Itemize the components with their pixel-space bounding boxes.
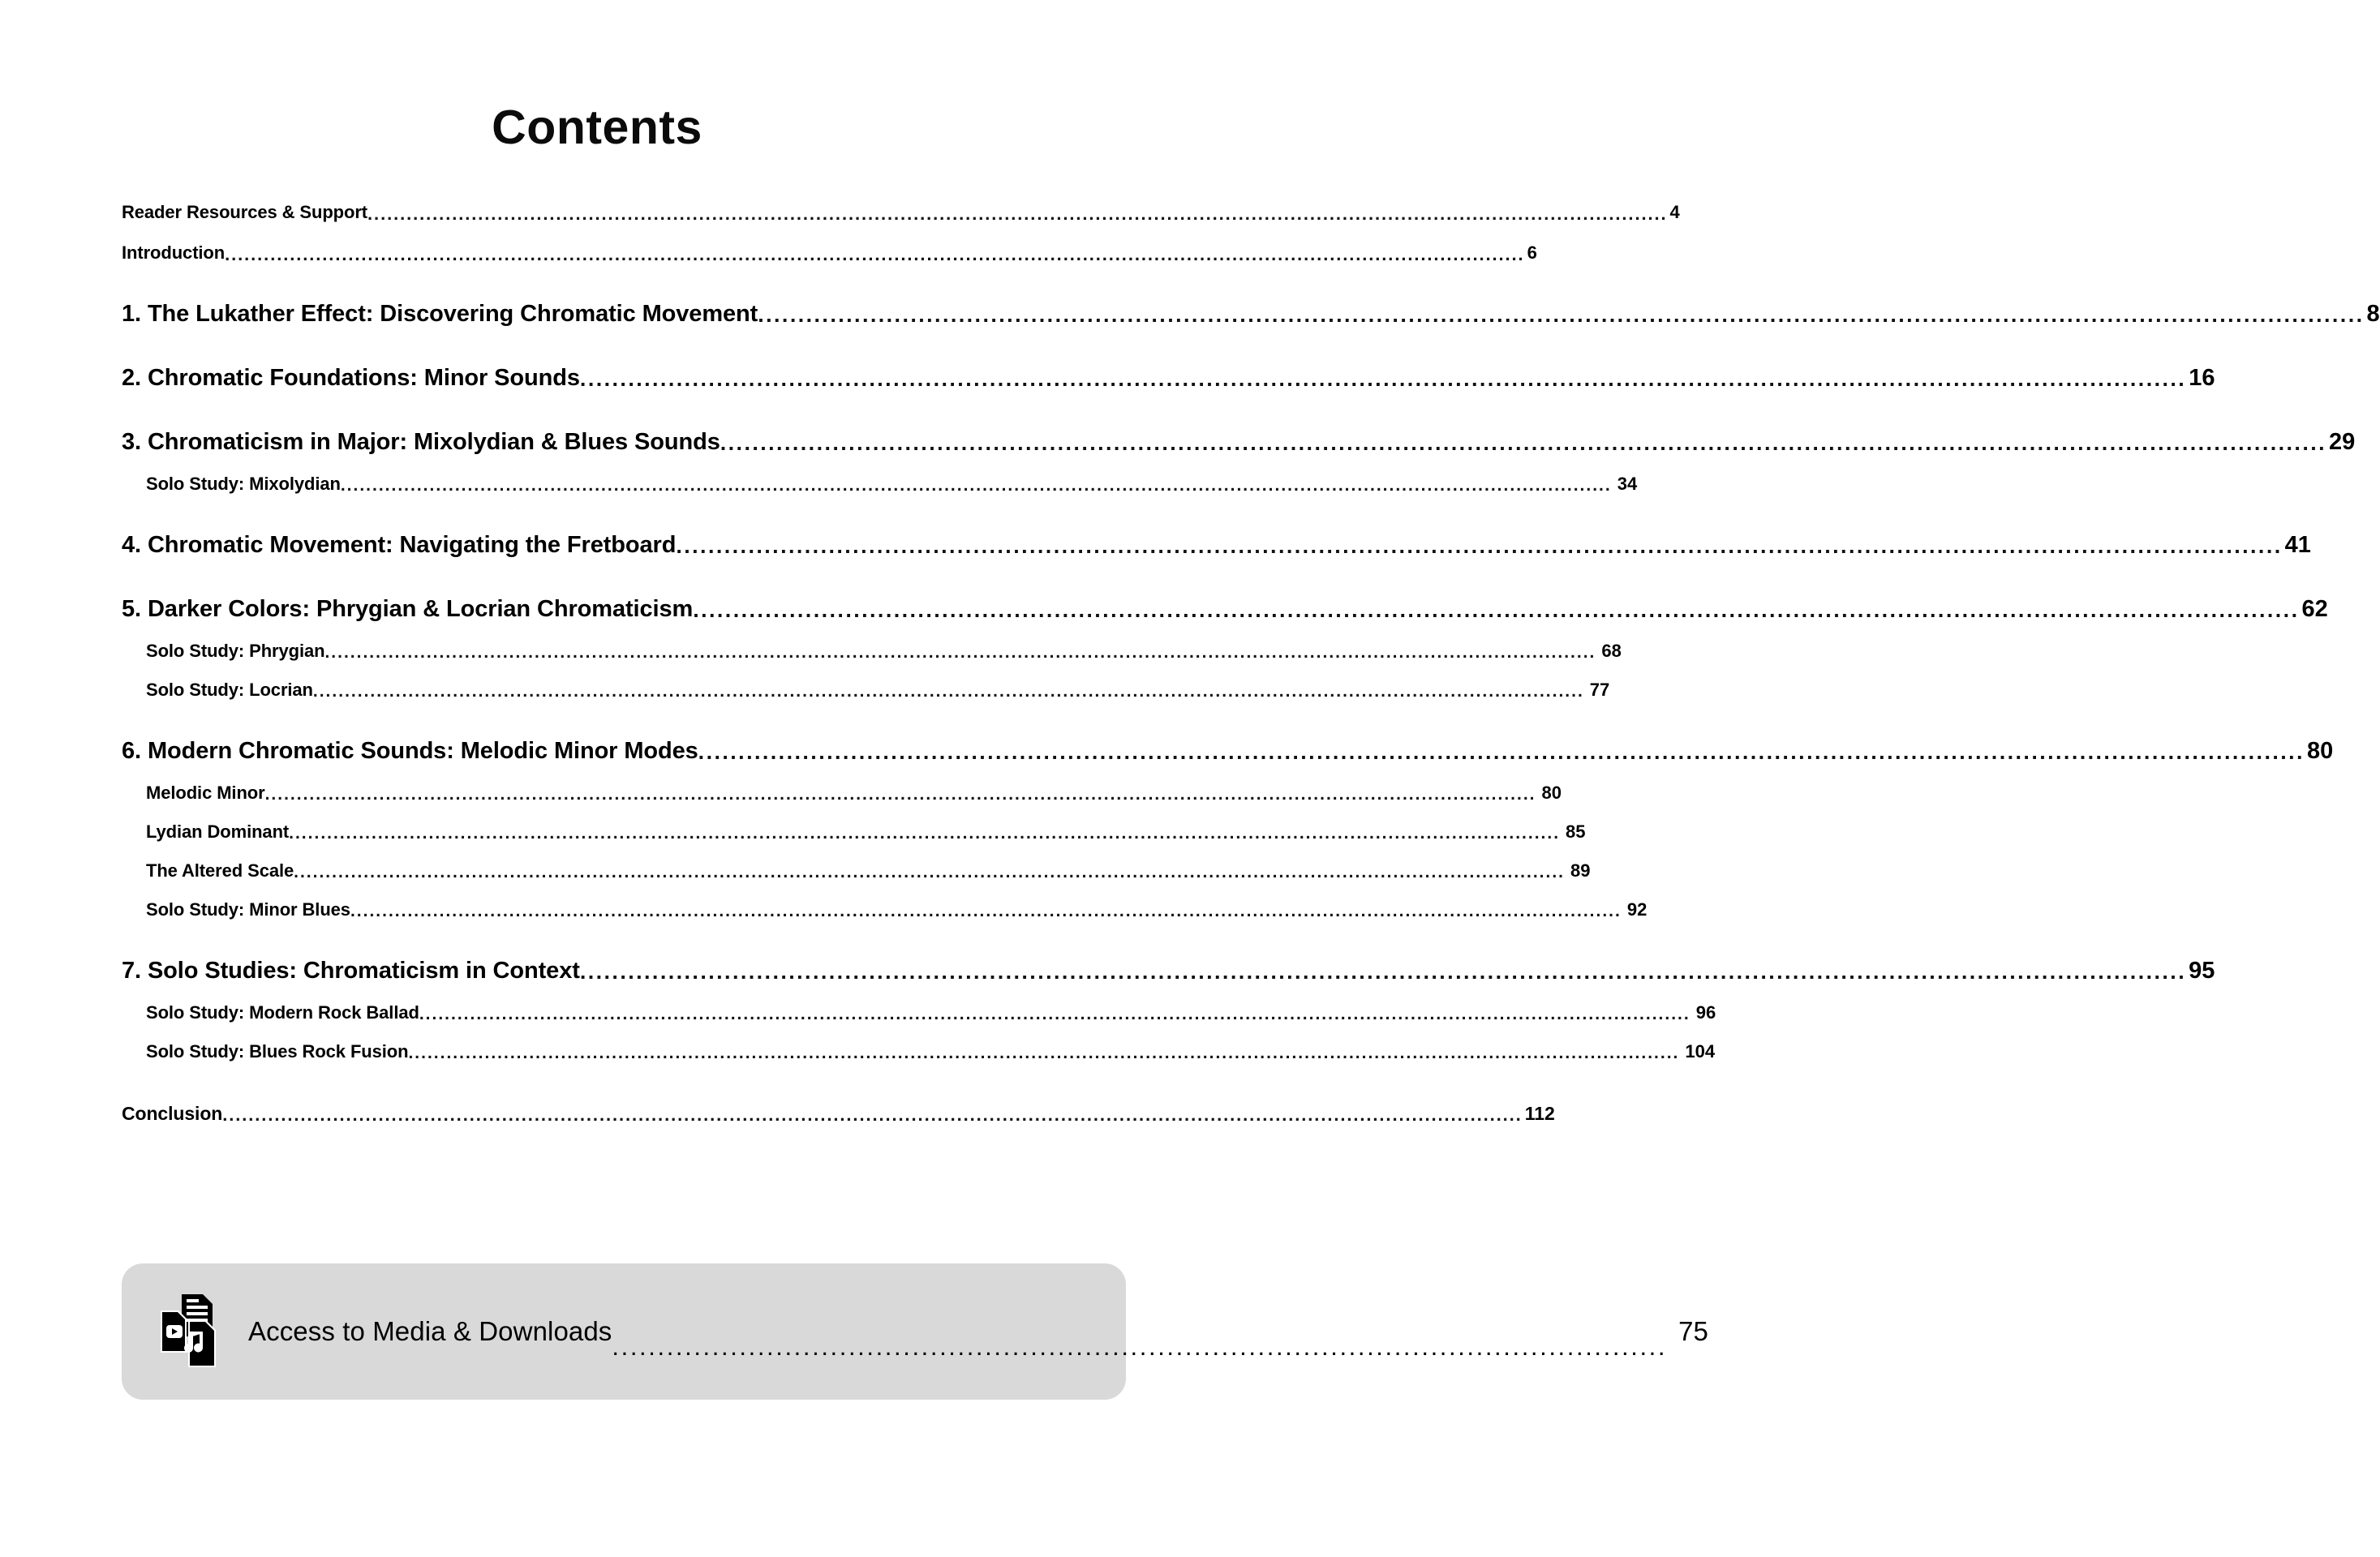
- toc-front-entry-page-number: 6: [1527, 242, 1537, 263]
- toc-sub-entry-label: Melodic Minor: [146, 783, 265, 803]
- toc-sub-entry-page-number: 77: [1589, 680, 1610, 700]
- toc-front-entry-label: Reader Resources & Support: [122, 202, 368, 222]
- toc-chapter-entry[interactable]: [122, 365, 2215, 392]
- toc-chapter-entry-page-number: 95: [2189, 958, 2215, 984]
- toc-chapter-entry-label: 1. The Lukather Effect: Discovering Chromatic Movement: [122, 301, 758, 327]
- toc-chapter-entry[interactable]: [122, 596, 2328, 623]
- media-downloads-callout[interactable]: [122, 1263, 1708, 1400]
- media-callout-row: [248, 1316, 1776, 1347]
- toc-chapter-entry-leader: [580, 368, 2186, 392]
- toc-back-entry-leader: [222, 1106, 1522, 1125]
- toc-chapter-entry-leader: [758, 304, 2364, 328]
- toc-sub-entry-leader: [294, 864, 1565, 881]
- toc-front-entry[interactable]: [122, 242, 1537, 264]
- toc-sub-entry-leader: [289, 825, 1560, 843]
- toc-chapter-entry-leader: [580, 961, 2186, 984]
- toc-sub-entry[interactable]: [122, 474, 1638, 495]
- toc-sub-entry-label: Solo Study: Modern Rock Ballad: [146, 1002, 419, 1023]
- toc-sub-entry-label: Solo Study: Blues Rock Fusion: [146, 1041, 409, 1062]
- media-callout-page-number: 75: [1678, 1316, 1708, 1346]
- media-callout-leader: [612, 1334, 1667, 1347]
- toc-chapter-entry-label: 3. Chromaticism in Major: Mixolydian & Blues Sounds: [122, 429, 720, 455]
- toc-chapter-entry-leader: [676, 535, 2282, 559]
- toc-sub-entry-leader: [408, 1044, 1679, 1062]
- toc-chapter-entry-leader: [698, 741, 2305, 765]
- toc-sub-entry-page-number: 34: [1617, 474, 1638, 494]
- toc-sub-entry[interactable]: [122, 860, 1591, 881]
- toc-sub-entry-label: Solo Study: Minor Blues: [146, 899, 350, 920]
- toc-chapter-entry-page-number: 16: [2189, 365, 2215, 391]
- toc-chapter-entry[interactable]: [122, 958, 2215, 984]
- toc-sub-entry-label: Solo Study: Mixolydian: [146, 474, 341, 494]
- toc-sub-entry-page-number: 85: [1566, 821, 1586, 842]
- toc-sub-entry[interactable]: [122, 1041, 1716, 1062]
- toc-sub-entry-label: The Altered Scale: [146, 860, 294, 881]
- toc-back-entry-page-number: 112: [1524, 1103, 1555, 1124]
- toc-front-entry-leader: [367, 205, 1667, 223]
- toc-chapter-entry-label: 4. Chromatic Movement: Navigating the Fretboard: [122, 532, 677, 558]
- toc-list: [0, 202, 2380, 1125]
- toc-chapter-entry[interactable]: [122, 532, 2311, 559]
- toc-sub-entry-page-number: 104: [1685, 1041, 1716, 1062]
- toc-sub-entry-page-number: 68: [1601, 641, 1622, 661]
- toc-sub-entry-page-number: 89: [1570, 860, 1591, 881]
- toc-chapter-entry[interactable]: [122, 738, 2334, 765]
- toc-sub-entry-label: Lydian Dominant: [146, 821, 290, 842]
- toc-sub-entry[interactable]: [122, 821, 1586, 843]
- toc-chapter-entry-page-number: 62: [2301, 596, 2328, 622]
- toc-front-entry-leader: [225, 246, 1524, 264]
- media-callout-label: Access to Media & Downloads: [248, 1316, 612, 1346]
- toc-back-entry[interactable]: [122, 1103, 1555, 1125]
- toc-chapter-entry-leader: [693, 599, 2299, 623]
- toc-sub-entry-page-number: 80: [1541, 783, 1562, 803]
- toc-sub-entry-leader: [350, 903, 1622, 920]
- toc-sub-entry-leader: [419, 1006, 1690, 1023]
- toc-sub-entry[interactable]: [122, 783, 1562, 804]
- toc-chapter-entry-page-number: 29: [2329, 429, 2356, 455]
- toc-chapter-entry-page-number: 41: [2284, 532, 2311, 558]
- toc-chapter-entry-label: 2. Chromatic Foundations: Minor Sounds: [122, 365, 580, 391]
- toc-front-entry-page-number: 4: [1669, 202, 1680, 222]
- toc-sub-entry-label: Solo Study: Locrian: [146, 680, 313, 700]
- toc-chapter-entry-page-number: 80: [2306, 738, 2334, 764]
- toc-sub-entry-label: Solo Study: Phrygian: [146, 641, 325, 661]
- toc-chapter-entry-label: 5. Darker Colors: Phrygian & Locrian Chromaticism: [122, 596, 694, 622]
- toc-sub-entry[interactable]: [122, 680, 1610, 701]
- toc-sub-entry[interactable]: [122, 641, 1622, 662]
- toc-chapter-entry-leader: [720, 432, 2326, 456]
- toc-back-entry-label: Conclusion: [122, 1103, 223, 1124]
- toc-chapter-entry-label: 7. Solo Studies: Chromaticism in Context: [122, 958, 580, 984]
- page-title: Contents: [492, 101, 702, 154]
- media-files-icon: [157, 1293, 227, 1370]
- toc-sub-entry-page-number: 96: [1695, 1002, 1716, 1023]
- toc-sub-entry[interactable]: [122, 899, 1648, 920]
- toc-front-entry-label: Introduction: [122, 242, 226, 263]
- toc-sub-entry-leader: [341, 477, 1612, 495]
- toc-sub-entry-page-number: 92: [1626, 899, 1648, 920]
- toc-sub-entry-leader: [313, 683, 1584, 701]
- toc-sub-entry-leader: [265, 786, 1536, 804]
- toc-sub-entry[interactable]: [122, 1002, 1716, 1023]
- toc-chapter-entry[interactable]: [122, 301, 2380, 328]
- toc-chapter-entry-page-number: 8: [2366, 301, 2380, 327]
- toc-front-entry[interactable]: [122, 202, 1680, 223]
- toc-chapter-entry[interactable]: [122, 429, 2356, 456]
- toc-chapter-entry-label: 6. Modern Chromatic Sounds: Melodic Minor Modes: [122, 738, 698, 764]
- toc-sub-entry-leader: [324, 644, 1596, 662]
